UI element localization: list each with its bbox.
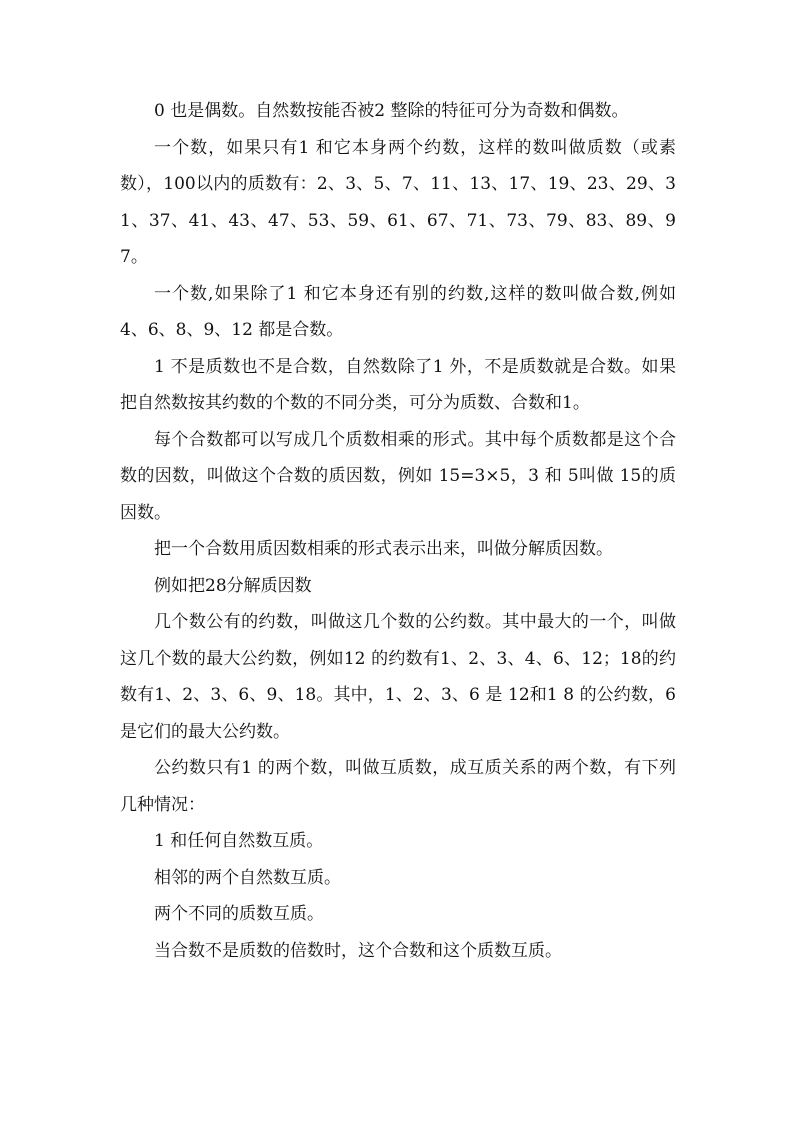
paragraph-prime-factors: 每个合数都可以写成几个质数相乘的形式。其中每个质数都是这个合数的因数，叫做这个合数的质因数，例如 15=3×5，3 和 5叫做 15的质因数。 [120,429,676,523]
paragraph-factorization: 把一个合数用质因数相乘的形式表示出来，叫做分解质因数。 [154,539,613,559]
document-body [120,93,676,969]
paragraph-coprime-case-4: 当合数不是质数的倍数时，这个合数和这个质数互质。 [154,940,562,961]
paragraph-one-neither: 1 不是质数也不是合数，自然数除了1 外，不是质数就是合数。如果把自然数按其约数的个数的不同分类，可分为质数、合数和1。 [120,356,676,413]
paragraph-coprime-case-2: 相邻的两个自然数互质。 [154,867,341,888]
paragraph-composite-definition: 一个数,如果除了1 和它本身还有别的约数,这样的数叫做合数,例如 4、6、8、9、12 都是合数。 [120,283,676,340]
paragraph-coprime-definition: 公约数只有1 的两个数，叫做互质数，成互质关系的两个数，有下列几种情况： [120,758,676,815]
paragraph-coprime-case-3: 两个不同的质数互质。 [154,904,324,924]
paragraph-prime-definition: 一个数，如果只有1 和它本身两个约数，这样的数叫做质数（或素数），100以内的质数有：2、3、5、7、11、13、17、19、23、29、31、37、41、43、47、53、59、61、67、71、73、79、83、89、97。 [120,137,676,267]
paragraph-coprime-case-1: 1 和任何自然数互质。 [154,831,324,851]
paragraph-factorization-example: 例如把28分解质因数 [154,575,312,596]
paragraph-common-divisor: 几个数公有的约数，叫做这几个数的公约数。其中最大的一个，叫做这几个数的最大公约数，例如12 的约数有1、2、3、4、6、12；18的约数有1、2、3、6、9、18。其中，1、2、3、6 是 12和1 8 的公约数，6 是它们的最大公约数。 [120,612,676,742]
paragraph-even-numbers: 0 也是偶数。自然数按能否被2 整除的特征可分为奇数和偶数。 [154,101,629,121]
